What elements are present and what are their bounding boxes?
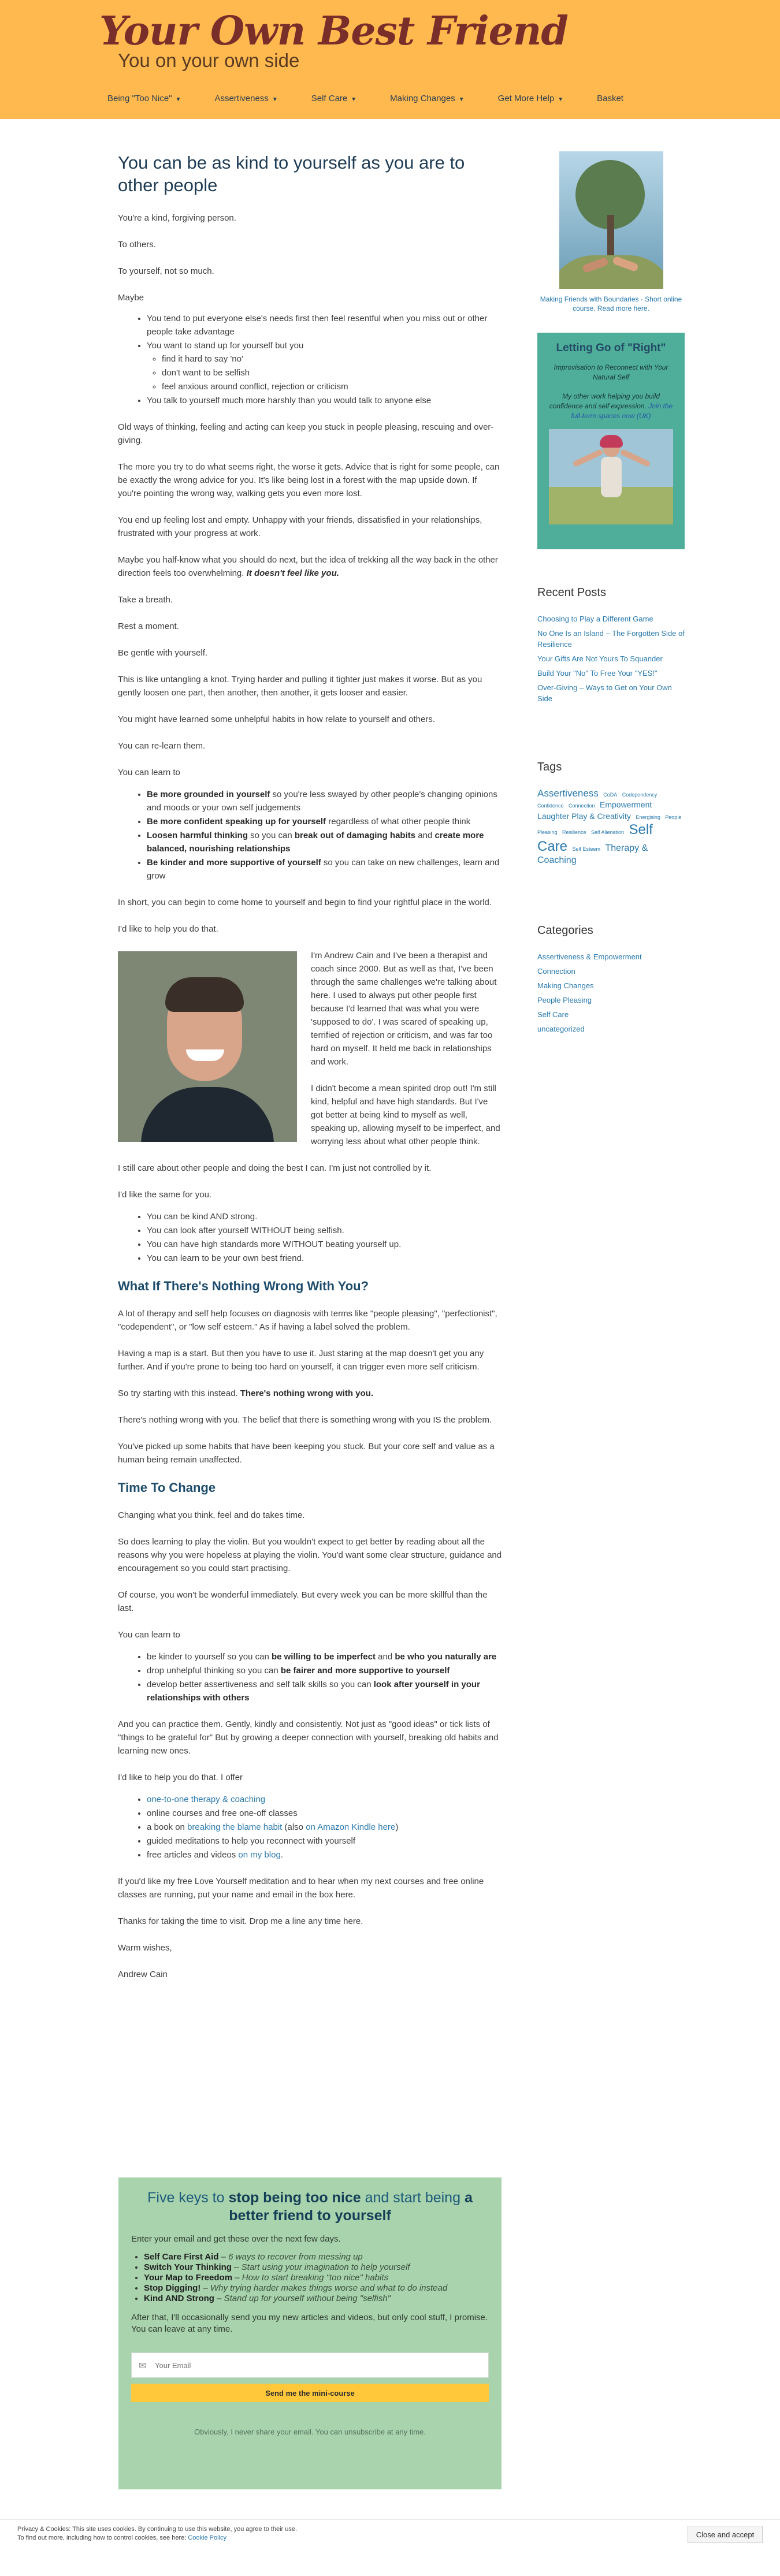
cookie-bar <box>0 2519 780 2547</box>
book-link[interactable]: breaking the blame habit <box>187 1822 283 1832</box>
list-item: • Kind AND Strong – Stand up for yourself without being "selfish" <box>144 2294 489 2304</box>
tag-link[interactable]: Energising <box>636 814 660 820</box>
key-name: Stop Digging! <box>144 2283 201 2293</box>
category-link[interactable]: Assertiveness & Empowerment <box>537 952 642 961</box>
text: drop unhelpful thinking so you can <box>147 1666 281 1676</box>
list-item: • You can look after yourself WITHOUT being selfish. <box>147 1224 502 1237</box>
bold-text: look after yourself in your relationships with others <box>147 1680 480 1703</box>
nav-label: Assertiveness <box>214 94 269 103</box>
list-item: • Stop Digging! – Why trying harder makes things worse and what to do instead <box>144 2283 489 2294</box>
list-item: ◦ feel anxious around conflict, rejection or criticism <box>162 380 502 393</box>
tag-link[interactable]: Self Alienation <box>590 829 625 835</box>
paragraph: You can learn to <box>118 768 180 777</box>
text: To find out more, including how to control cookies, see here: <box>17 2534 188 2541</box>
list-item: • You can have high standards more WITHOUT beating yourself up. <box>147 1238 502 1251</box>
bold-text: Be more confident speaking up for yourself <box>147 817 326 827</box>
text: and start being <box>361 2190 465 2206</box>
optin-title <box>131 2189 489 2225</box>
tags-heading: Tags <box>537 761 562 773</box>
improv-course-image[interactable] <box>549 429 673 524</box>
optin-intro: Enter your email and get these over the next few days. <box>131 2234 341 2244</box>
bold-text: Be kinder and more supportive of yourself <box>147 858 321 868</box>
paragraph: You end up feeling lost and empty. Unhappy with your friends, dissatisfied in your relationships, frustrated with your progress at work. <box>118 515 482 538</box>
text: free articles and videos <box>147 1850 239 1860</box>
section-heading: What If There's Nothing Wrong With You? <box>118 1279 369 1293</box>
list-item <box>537 1009 685 1020</box>
paragraph: I'd like the same for you. <box>118 1190 212 1200</box>
recent-post-link[interactable]: Over-Giving – Ways to Get on Your Own Side <box>537 683 672 703</box>
send-mini-course-button[interactable]: Send me the mini-course <box>131 2384 489 2402</box>
category-link[interactable]: People Pleasing <box>537 995 592 1004</box>
list-item: ◦ find it hard to say 'no' <box>162 352 502 366</box>
paragraph: I'd like to help you do that. I offer <box>118 1773 243 1782</box>
paragraph: If you'd like my free Love Yourself meditation and to hear when my next courses and free online classes are running, put your name and email in the box here. <box>118 1877 484 1900</box>
paragraph: To others. <box>118 240 156 250</box>
text: (also <box>282 1822 306 1832</box>
author-bio: I didn't become a mean spirited drop out! I'm still kind, helpful and have high standards. But I've got better at being kind to myself as well, speaking up, allowing myself to be imperfect, and worrying less about what other people think. <box>311 1084 500 1146</box>
list-item <box>537 668 685 679</box>
list-item: ◦ don't want to be selfish <box>162 366 502 379</box>
cookie-line: Privacy & Cookies: This site uses cookies. By continuing to use this website, you agree to their use. <box>17 2526 298 2533</box>
bold-text: be willing to be imperfect <box>271 1652 376 1662</box>
optin-privacy-note: Obviously, I never share your email. You can unsubscribe at any time. <box>194 2428 426 2436</box>
main-nav <box>107 94 623 103</box>
section-heading: Time To Change <box>118 1480 216 1495</box>
you-can-list <box>147 1210 502 1265</box>
text: develop better assertiveness and self talk skills so you can <box>147 1680 374 1689</box>
paragraph: Rest a moment. <box>118 621 179 631</box>
nav-item-basket[interactable] <box>597 94 623 103</box>
bold-text: be who you naturally are <box>395 1652 497 1662</box>
paragraph: I'd like to help you do that. <box>118 924 218 934</box>
tag-link[interactable]: Confidence <box>537 803 564 809</box>
tag-link[interactable]: Assertiveness <box>537 788 599 799</box>
therapy-link[interactable]: one-to-one therapy & coaching <box>147 1795 266 1804</box>
list-item-text: You want to stand up for yourself but you <box>147 341 304 351</box>
list-item <box>537 951 685 962</box>
envelope-icon: ✉ <box>139 2361 147 2371</box>
nav-item-assertiveness[interactable] <box>214 94 277 103</box>
categories-list <box>537 951 685 1034</box>
bold-text: create more balanced, nourishing relationships <box>147 831 484 854</box>
paragraph: Having a map is a start. But then you have to use it. Just staring at the map doesn't get you any further. And if you're prone to being too hard on yourself, it can trigger even more self criticism. <box>118 1349 484 1372</box>
list-item: • You tend to put everyone else's needs first then feel resentful when you miss out or other people take advantage <box>147 312 502 338</box>
paragraph: And you can practice them. Gently, kindly and consistently. Not just as "good ideas" or tick lists of "things to be grateful for" But by growing a deeper connection with yourself, breaking old habits and learning new ones. <box>118 1719 499 1756</box>
maybe-list <box>147 312 502 407</box>
text: a book on <box>147 1822 188 1832</box>
category-link[interactable]: Connection <box>537 966 575 976</box>
chevron-down-icon: ▼ <box>272 96 278 103</box>
chevron-down-icon: ▼ <box>175 96 181 103</box>
category-link[interactable]: Making Changes <box>537 981 594 990</box>
bold-text: Be more grounded in yourself <box>147 790 270 799</box>
list-item <box>147 829 502 855</box>
tag-cloud <box>537 788 685 866</box>
list-item <box>147 1678 502 1704</box>
recent-post-link[interactable]: Your Gifts Are Not Yours To Squander <box>537 654 663 663</box>
category-link[interactable]: uncategorized <box>537 1024 585 1033</box>
paragraph: A lot of therapy and self help focuses on diagnosis with terms like "people pleasing", "perfectionist", "codependent", or "low self esteem." As if having a label solved the problem. <box>118 1309 497 1332</box>
tag-link[interactable]: Self Esteem <box>572 846 601 852</box>
site-header <box>0 0 780 119</box>
course-link[interactable]: Join the full-term spaces now (UK) <box>571 402 673 420</box>
nav-item-making-changes[interactable] <box>390 94 464 103</box>
text: ) <box>395 1822 399 1832</box>
blog-link[interactable]: on my blog <box>238 1850 281 1860</box>
paragraph: You can re-learn them. <box>118 741 206 751</box>
list-item <box>147 1664 502 1677</box>
optin-after-text: After that, I'll occasionally send you my new articles and videos, but only cool stuff, I promise. You can leave at any time. <box>131 2313 488 2334</box>
list-item <box>537 682 685 704</box>
tag-link[interactable]: Empowerment <box>600 800 652 810</box>
paragraph: There's nothing wrong with you. The belief that there is something wrong with you IS the problem. <box>118 1415 492 1425</box>
paragraph: To yourself, not so much. <box>118 266 214 276</box>
tag-link[interactable]: Codependency <box>622 792 658 798</box>
list-item <box>537 653 685 664</box>
emphasis: It doesn't feel like you. <box>246 568 339 578</box>
list-item <box>147 1650 502 1663</box>
recent-post-link[interactable]: No One Is an Island – The Forgotten Side of Resilience <box>537 629 685 649</box>
categories-heading: Categories <box>537 924 593 937</box>
bold-text: Loosen harmful thinking <box>147 831 248 840</box>
bold-text: stop being too nice <box>228 2190 361 2206</box>
recent-posts-heading: Recent Posts <box>537 586 606 599</box>
list-item: • guided meditations to help you reconnect with yourself <box>147 1834 502 1848</box>
chevron-down-icon: ▼ <box>458 96 465 103</box>
boundaries-course-image[interactable] <box>559 151 663 289</box>
list-item: • Your Map to Freedom – How to start breaking "too nice" habits <box>144 2273 489 2283</box>
paragraph: Warm wishes, <box>118 1943 172 1953</box>
paragraph: This is like untangling a knot. Trying harder and pulling it tighter just makes it worse. But as you gently loosen one part, then another, then another, it gets looser and easier. <box>118 675 482 698</box>
close-and-accept-button[interactable]: Close and accept <box>688 2526 763 2543</box>
key-name: Self Care First Aid <box>144 2252 219 2262</box>
site-title[interactable]: Your Own Best Friend <box>99 8 568 54</box>
key-desc: Stand up for yourself without being "selfish" <box>224 2294 391 2303</box>
bold-text: break out of damaging habits <box>294 831 416 840</box>
bold-text: be fairer and more supportive to yourself <box>280 1666 450 1676</box>
offer-list <box>147 1793 502 1862</box>
paragraph: Old ways of thinking, feeling and acting can keep you stuck in people pleasing, rescuing and over-giving. <box>118 422 494 445</box>
list-item: • You talk to yourself much more harshly than you would talk to anyone else <box>147 394 502 407</box>
nav-label: Making Changes <box>390 94 455 103</box>
list-item <box>537 1023 685 1034</box>
paragraph: You're a kind, forgiving person. <box>118 213 236 223</box>
author-bio: I'm Andrew Cain and I've been a therapist and coach since 2000. But as well as that, I've been through the same challenges we're talking about here. I used to always put other people first because I'd learned that was what you were 'supposed to do'. I was scared of speaking up, terrified of rejection or criticism, and was far too hard on myself. It held me back in relationships and work. <box>311 951 497 1067</box>
email-input[interactable] <box>155 2353 478 2377</box>
site-tagline: You on your own side <box>118 50 300 71</box>
key-desc: Start using your imagination to help yourself <box>241 2262 410 2272</box>
key-name: Your Map to Freedom <box>144 2273 233 2283</box>
paragraph: Of course, you won't be wonderful immediately. But every week you can be more skillful than the last. <box>118 1590 488 1613</box>
course-title: Letting Go of "Right" <box>556 342 666 354</box>
sidebar <box>537 151 685 1038</box>
list-item <box>147 1793 502 1806</box>
tag-link[interactable]: Self Care <box>537 821 653 854</box>
paragraph: The more you try to do what seems right, the worse it gets. Advice that is right for some people, can be exactly the wrong advice for you. It's like being lost in a forest with the map upside down. If you're pointing the wrong way, walking gets you even more lost. <box>118 462 500 498</box>
nav-label: Being "Too Nice" <box>107 94 172 103</box>
boundaries-course-link[interactable]: Making Friends with Boundaries - Short online course. Read more here. <box>540 295 682 312</box>
nav-item-self-care[interactable] <box>311 94 356 103</box>
paragraph: Maybe <box>118 293 144 303</box>
key-name: Kind AND Strong <box>144 2294 214 2303</box>
nav-item-get-more-help[interactable] <box>498 94 563 103</box>
bold-text: a better friend to yourself <box>229 2190 473 2224</box>
list-item: • online courses and free one-off classes <box>147 1807 502 1820</box>
list-item: • You can learn to be your own best friend. <box>147 1252 502 1265</box>
email-field-wrap <box>131 2352 489 2378</box>
list-item <box>147 815 502 828</box>
key-desc: Why trying harder makes things worse and what to do instead <box>210 2283 448 2293</box>
nav-item-being-too-nice[interactable] <box>107 94 181 103</box>
optin-box <box>118 2177 502 2489</box>
tag-link[interactable]: Resilience <box>562 829 586 835</box>
tag-link[interactable]: CoDA <box>603 792 618 798</box>
text: and <box>376 1652 395 1662</box>
nav-label: Get More Help <box>497 94 555 103</box>
change-list <box>147 1650 502 1704</box>
cookie-line <box>17 2534 297 2543</box>
tag-link[interactable]: Therapy & Coaching <box>537 843 648 866</box>
paragraph: Changing what you think, feel and do takes time. <box>118 1510 305 1520</box>
list-item: • Self Care First Aid – 6 ways to recover from messing up <box>144 2252 489 2262</box>
nav-label: Self Care <box>311 94 348 103</box>
key-name: Switch Your Thinking <box>144 2262 232 2272</box>
recent-post-link[interactable]: Choosing to Play a Different Game <box>537 615 653 623</box>
paragraph: Be gentle with yourself. <box>118 648 208 658</box>
paragraph: You might have learned some unhelpful habits in how relate to yourself and others. <box>118 714 435 724</box>
list-item: • You can be kind AND strong. <box>147 1210 502 1223</box>
kindle-link[interactable]: on Amazon Kindle here <box>306 1822 396 1832</box>
list-item <box>537 995 685 1006</box>
list-item <box>537 613 685 624</box>
cookie-text <box>17 2525 297 2543</box>
paragraph: Take a breath. <box>118 595 173 605</box>
signature: Andrew Cain <box>118 1970 168 1979</box>
list-item <box>537 980 685 991</box>
text: So try starting with this instead. <box>118 1388 238 1398</box>
chevron-down-icon: ▼ <box>558 96 564 103</box>
text: so you're less swayed by other people's changing opinions and moods or your own self judgements <box>147 790 497 813</box>
learn-list <box>147 788 502 883</box>
list-item <box>147 788 502 814</box>
paragraph: You can learn to <box>118 1630 180 1640</box>
text: and <box>415 831 435 840</box>
list-item <box>147 1821 502 1834</box>
list-item <box>147 856 502 883</box>
text: so you can take on new challenges, learn and grow <box>147 858 500 881</box>
paragraph <box>118 553 502 580</box>
paragraph: Thanks for taking the time to visit. Drop me a line any time here. <box>118 1916 363 1926</box>
text: Maybe you half-know what you should do next, but the idea of trekking all the way back in the other direction feels too overwhelming. <box>118 555 498 578</box>
chevron-down-icon: ▼ <box>351 96 357 103</box>
recent-post-link[interactable]: Build Your "No" To Free Your "YES!" <box>537 669 658 677</box>
cookie-policy-link[interactable]: Cookie Policy <box>188 2534 226 2541</box>
paragraph: I still care about other people and doing the best I can. I'm just not controlled by it. <box>118 1163 432 1173</box>
maybe-sublist <box>162 352 502 393</box>
text: regardless of what other people think <box>326 817 471 827</box>
text: be kinder to yourself so you can <box>147 1652 272 1662</box>
author-portrait <box>118 951 297 1142</box>
course-subtitle: Improvisation to Reconnect with Your Natural Self <box>554 363 668 381</box>
course-body <box>549 392 673 421</box>
paragraph: In short, you can begin to come home to yourself and begin to find your rightful place in the world. <box>118 898 492 907</box>
text: . <box>280 1850 283 1860</box>
tag-link[interactable]: People Pleasing <box>537 814 682 835</box>
bold-text: There's nothing wrong with you. <box>240 1388 373 1398</box>
paragraph <box>118 1387 502 1400</box>
text: Five keys to <box>147 2190 229 2206</box>
tag-link[interactable]: Laughter Play & Creativity <box>537 811 631 821</box>
paragraph: So does learning to play the violin. But you wouldn't expect to get better by reading about all the reasons why you were hopeless at playing the violin. You'd want some clear structure, guidance and encouragement so you could start practising. <box>118 1537 502 1573</box>
list-item: • Switch Your Thinking – Start using your imagination to help yourself <box>144 2262 489 2273</box>
tag-link[interactable]: Connection <box>569 803 595 809</box>
list-item <box>147 339 502 393</box>
recent-posts-list <box>537 613 685 704</box>
key-desc: 6 ways to recover from messing up <box>228 2252 363 2262</box>
improv-course-card <box>537 333 685 549</box>
paragraph: You've picked up some habits that have been keeping you stuck. But your core self and value as a human being remain unaffected. <box>118 1442 495 1465</box>
article-title: You can be as kind to yourself as you are to other people <box>118 152 465 195</box>
list-item <box>147 1848 502 1862</box>
text: so you can <box>248 831 295 840</box>
key-desc: How to start breaking "too nice" habits <box>242 2273 389 2283</box>
text: My other work helping you build confidence and self expression. <box>549 392 660 410</box>
optin-keys-list <box>144 2252 489 2304</box>
category-link[interactable]: Self Care <box>537 1010 569 1019</box>
list-item <box>537 966 685 977</box>
article <box>118 151 502 1994</box>
nav-label: Basket <box>597 94 623 103</box>
list-item <box>537 628 685 650</box>
